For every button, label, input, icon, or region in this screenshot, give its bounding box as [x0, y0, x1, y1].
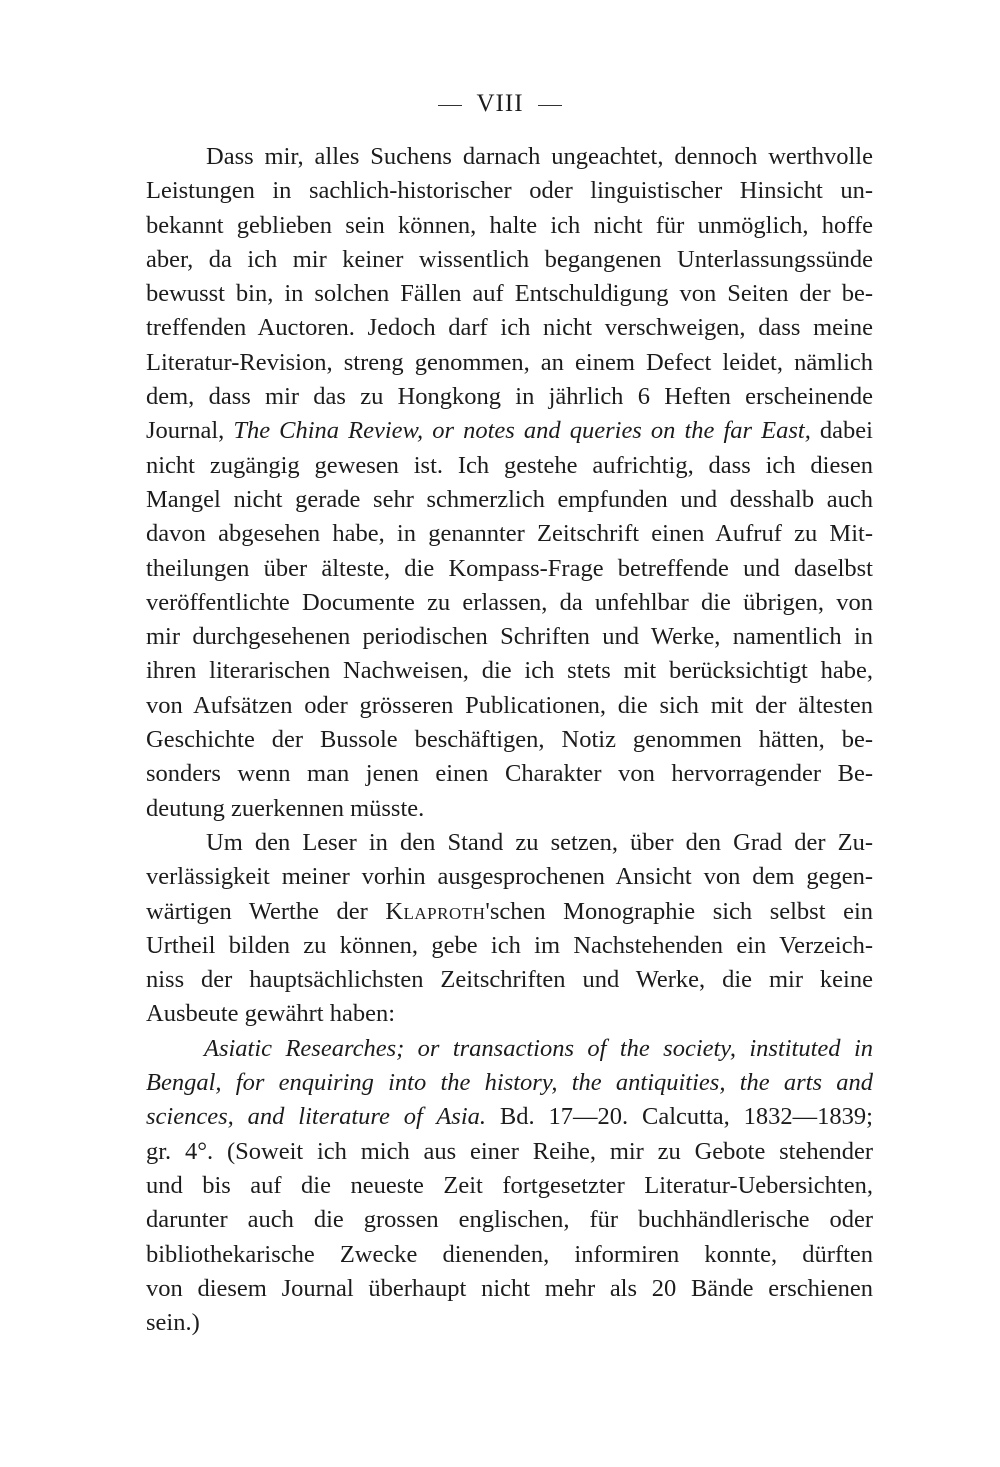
text-line: sein.) [146, 1309, 200, 1337]
text-line: Literatur-Revision, streng genommen, an einem Defect leidet, nämlich [146, 348, 873, 376]
text-line: verlässigkeit meiner vorhin ausgesprochenen Ansicht von dem gegen- [146, 863, 873, 891]
text-line: niss der hauptsächlichsten Zeitschriften und Werke, die mir keine [146, 966, 873, 994]
text-line: treffenden Auctoren. Jedoch darf ich nicht verschweigen, dass meine [146, 314, 873, 342]
body-text [146, 140, 873, 1340]
text-line: davon abgesehen habe, in genannter Zeitschrift einen Aufruf zu Mit- [146, 520, 873, 548]
text-line: Um den Leser in den Stand zu setzen, über den Grad der Zu- [206, 828, 873, 856]
klaproth-line-post: 'schen Monographie sich selbst ein [485, 897, 873, 925]
text-line: Leistungen in sachlich-historischer oder linguistischer Hinsicht un- [146, 177, 873, 205]
bibliography-title-end: sciences, and literature of Asia. [146, 1103, 486, 1131]
text-line: theilungen über älteste, die Kompass-Frage betreffende und daselbst [146, 554, 873, 582]
journal-line-pre: Journal, [146, 417, 234, 445]
bibliography-volume-info: Bd. 17—20. Calcutta, 1832—1839; [486, 1103, 873, 1131]
bibliography-details-line [146, 1100, 873, 1134]
text-line: bewusst bin, in solchen Fällen auf Entschuldigung von Seiten der be- [146, 280, 873, 308]
header-dash-right [538, 105, 562, 106]
text-line: und bis auf die neueste Zeit fortgesetzter Literatur-Uebersichten, [146, 1171, 873, 1199]
text-line: ihren literarischen Nachweisen, die ich stets mit berücksichtigt habe, [146, 657, 873, 685]
page-header [0, 88, 1000, 120]
author-name-klaproth: Klaproth [385, 897, 486, 925]
klaproth-line-pre: wärtigen Werthe der [146, 897, 386, 925]
text-line: Urtheil bilden zu können, gebe ich im Nachstehenden ein Verzeich- [146, 931, 873, 959]
journal-line-post: dabei [810, 417, 873, 445]
text-line: Geschichte der Bussole beschäftigen, Notiz genommen hätten, be- [146, 726, 873, 754]
text-line: Ausbeute gewährt haben: [146, 1000, 395, 1028]
text-line: von Aufsätzen oder grösseren Publicationen, die sich mit der ältesten [146, 691, 873, 719]
text-line: bekannt geblieben sein können, halte ich nicht für unmöglich, hoffe [146, 211, 873, 239]
text-line: aber, da ich mir keiner wissentlich begangenen Unterlassungssünde [146, 245, 873, 273]
text-line: sonders wenn man jenen einen Charakter von hervorragender Be- [146, 760, 873, 788]
page-number: VIII [476, 90, 524, 117]
header-dash-left [438, 105, 462, 106]
text-line-journal-title [146, 414, 873, 448]
text-line: von diesem Journal überhaupt nicht mehr als 20 Bände erschienen [146, 1274, 873, 1302]
text-line: dem, dass mir das zu Hongkong in jährlich 6 Heften erscheinende [146, 383, 873, 411]
text-line: nicht zugängig gewesen ist. Ich gestehe aufrichtig, dass ich diesen [146, 451, 873, 479]
text-line: darunter auch die grossen englischen, für buchhändlerische oder [146, 1206, 873, 1234]
text-line: mir durchgesehenen periodischen Schriften und Werke, namentlich in [146, 623, 873, 651]
text-line: deutung zuerkennen müsste. [146, 794, 425, 822]
bibliography-title-line: Asiatic Researches; or transactions of the society, instituted in [204, 1034, 873, 1062]
text-line: bibliothekarische Zwecke dienenden, informiren konnte, dürften [146, 1240, 873, 1268]
bibliography-title-line: Bengal, for enquiring into the history, the antiquities, the arts and [146, 1069, 873, 1097]
text-line: Dass mir, alles Suchens darnach ungeachtet, dennoch werthvolle [206, 143, 873, 170]
text-line: veröffentlichte Documente zu erlassen, da unfehlbar die übrigen, von [146, 588, 873, 616]
text-line-author-name [146, 895, 873, 929]
journal-title: The China Review, or notes and queries on the far East, [233, 417, 811, 445]
text-line: gr. 4°. (Soweit ich mich aus einer Reihe, mir zu Gebote stehender [146, 1137, 873, 1165]
text-line: Mangel nicht gerade sehr schmerzlich empfunden und desshalb auch [146, 485, 873, 513]
